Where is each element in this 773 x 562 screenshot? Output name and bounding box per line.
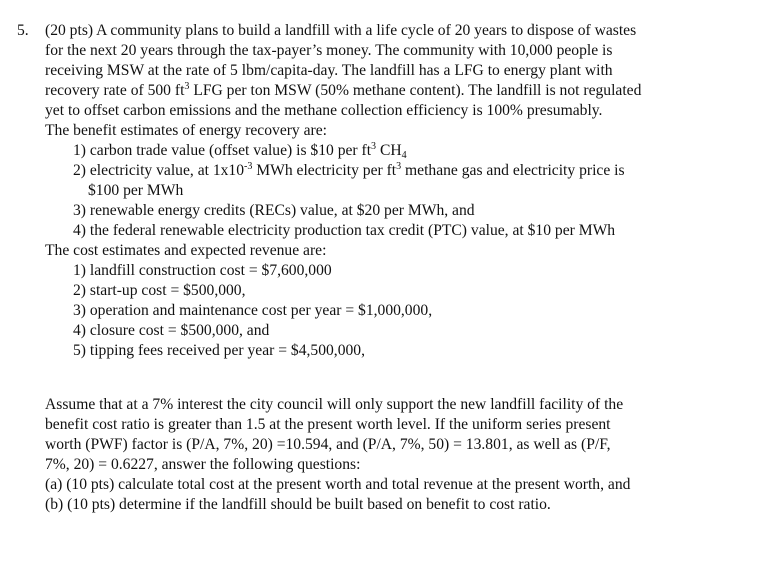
benefit-item-1 — [73, 141, 407, 161]
cost-item-2: 2) start-up cost = $500,000, — [73, 282, 246, 299]
benefit-item-2 — [73, 161, 625, 181]
costs-heading: The cost estimates and expected revenue are: — [45, 242, 327, 259]
cost-item-5: 5) tipping fees received per year = $4,500,000, — [73, 342, 365, 359]
benefit-item-4: 4) the federal renewable electricity production tax credit (PTC) value, at $10 per MWh — [73, 222, 616, 239]
intro-line-4-a: recovery rate of 500 ft — [45, 82, 185, 99]
assumption-line-3: worth (PWF) factor is (P/A, 7%, 20) =10.594, and (P/A, 7%, 50) = 13.801, as well as (P/F, — [45, 436, 611, 453]
intro-line-4-b: LFG per ton MSW (50% methane content). The landfill is not regulated — [189, 82, 642, 99]
assumption-line-1: Assume that at a 7% interest the city council will only support the new landfill facility of the — [45, 396, 624, 413]
question-b: (b) (10 pts) determine if the landfill should be built based on benefit to cost ratio. — [45, 496, 551, 513]
cost-item-3: 3) operation and maintenance cost per year = $1,000,000, — [73, 302, 433, 319]
benefit-item-2-cont: $100 per MWh — [88, 182, 184, 199]
intro-line-4-sup: 3 — [184, 81, 190, 92]
problem-number: 5. — [17, 22, 29, 39]
benefit-2-text-b: MWh electricity per ft — [252, 162, 397, 179]
assumption-line-2: benefit cost ratio is greater than 1.5 at the present worth level. If the uniform series present — [45, 416, 611, 433]
benefit-item-3: 3) renewable energy credits (RECs) value, at $20 per MWh, and — [73, 202, 475, 219]
benefit-2-text-a: 2) electricity value, at 1x10 — [73, 162, 245, 179]
cost-item-4: 4) closure cost = $500,000, and — [73, 322, 270, 339]
intro-line-5: yet to offset carbon emissions and the methane collection efficiency is 100% presumably. — [45, 102, 603, 119]
intro-line-1: (20 pts) A community plans to build a landfill with a life cycle of 20 years to dispose of wastes — [45, 22, 637, 39]
benefit-1-ch: CH — [376, 142, 402, 159]
benefits-heading: The benefit estimates of energy recovery are: — [45, 122, 327, 139]
assumption-line-4: 7%, 20) = 0.6227, answer the following questions: — [45, 456, 361, 473]
benefit-1-sup: 3 — [371, 141, 377, 152]
benefit-1-sub: 4 — [401, 150, 407, 161]
benefit-1-text: 1) carbon trade value (offset value) is $10 per ft — [73, 142, 372, 159]
intro-line-2: for the next 20 years through the tax-payer’s money. The community with 10,000 people is — [45, 42, 613, 59]
intro-line-3: receiving MSW at the rate of 5 lbm/capita-day. The landfill has a LFG to energy plant with — [45, 62, 613, 79]
benefit-2-sup: -3 — [244, 161, 253, 172]
benefit-2-sup-2: 3 — [396, 161, 402, 172]
intro-line-4 — [45, 81, 641, 101]
question-a: (a) (10 pts) calculate total cost at the present worth and total revenue at the present worth, and — [45, 476, 631, 493]
cost-item-1: 1) landfill construction cost = $7,600,000 — [73, 262, 332, 279]
benefit-2-text-c: methane gas and electricity price is — [401, 162, 625, 179]
